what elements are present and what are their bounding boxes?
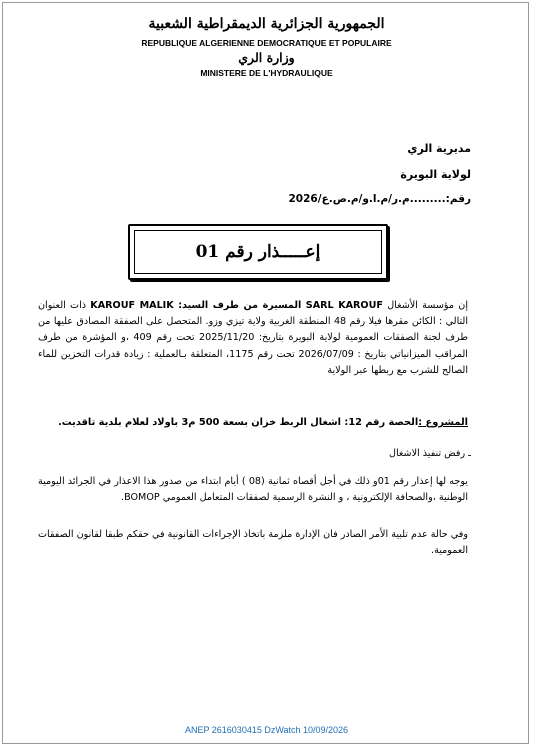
directorate-name: مديرية الري — [407, 142, 471, 155]
republic-title-ar: الجمهورية الجزائرية الديمقراطية الشعبية — [148, 16, 385, 32]
project-text: الحصة رقم 12: اشغال الربط خزان بسعة 500 م3 باولاد لعلام بلدية تاقديت. — [58, 417, 419, 428]
ministry-title-fr: MINISTERE DE L'HYDRAULIQUE — [200, 68, 333, 78]
intro-text: إن مؤسسة الأشغال — [382, 300, 468, 311]
republic-title-fr: REPUBLIQUE ALGERIENNE DEMOCRATIQUE ET POPULAIRE — [141, 38, 392, 48]
reference-number: رقم:.........م.ر/م.ا.و/م.ص.ع/2026 — [288, 193, 471, 205]
deadline-paragraph: يوجه لها إعذار رقم 01و ذلك في أجل أقصاه ثمانية (08 ) أيام ابتداء من صدور هذا الاعذار في الجرائد اليومية الوطنية ،والصحافة الإلكترونية ، و النشرة الرسمية لصفقات المتعامل العمومي BOMOP. — [38, 476, 468, 504]
notice-title-box — [128, 224, 388, 280]
notice-title-frame — [134, 230, 382, 274]
managed-by-text: المسيرة من طرف السيد: — [173, 300, 306, 311]
project-line — [38, 417, 468, 428]
ministry-title-ar: وزارة الري — [238, 50, 295, 65]
manager-name: KAROUF MALIK — [90, 300, 174, 311]
publication-footer: ANEP 2616030415 DzWatch 10/09/2026 — [184, 725, 349, 735]
notice-title: إعـــــذار رقم 01 — [195, 242, 321, 262]
legal-warning-paragraph: وفي حالة عدم تلبية الأمر الصادر فان الإدارة ملزمة باتخاذ الإجراءات القانونية في حقكم طبقا لقانون الصفقات العمومية. — [38, 529, 468, 557]
project-label: المشروع : — [418, 417, 468, 428]
contract-details: ذات العنوان التالي : الكائن مقرها فيلا رقم 48 المنطقة الغربية ولاية تيزي وزو. المتحصل على الصفقة المصادق عليها من طرف لجنة الصفقات العمومية لولاية البويرة بتاريخ: 2025/11/20 تحت رقم 409 ،و المؤشرة من طرف المراقب الميزانياتي بتاريخ : 2026/07/09 تحت رقم 1175، المتعلقة بـالعملية : زيادة قدرات التخزين للماء الصالح للشرب مع ربطها عبر الولاية — [38, 300, 468, 376]
wilaya-name: لولاية البويرة — [400, 168, 471, 181]
contractor-paragraph — [38, 298, 468, 379]
company-name: SARL KAROUF — [305, 300, 383, 311]
refusal-line: ـ رفض تنفيذ الاشغال — [389, 448, 471, 459]
